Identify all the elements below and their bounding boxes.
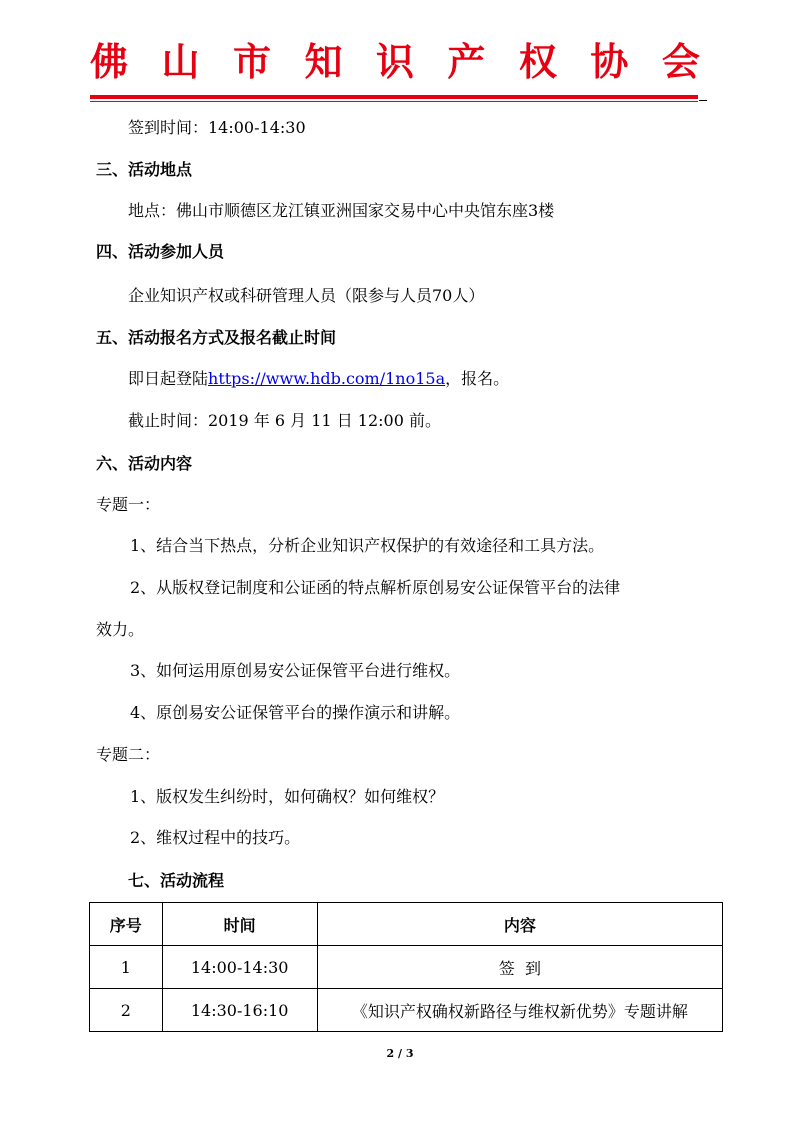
title-char: 产 xyxy=(447,40,486,84)
table-header: 时间 xyxy=(162,903,317,946)
table-header: 序号 xyxy=(90,903,163,946)
section-heading-signup: 五、活动报名方式及报名截止时间 xyxy=(96,328,337,347)
signup-line xyxy=(128,368,509,390)
table-cell: 1 xyxy=(90,946,163,989)
topic-one-item-cont: 效力。 xyxy=(96,620,145,639)
title-char: 会 xyxy=(661,40,700,84)
title-char: 山 xyxy=(161,40,200,84)
schedule-table xyxy=(89,902,723,1032)
signup-link[interactable]: https://www.hdb.com/1no15a xyxy=(208,369,446,388)
header-rule-dash xyxy=(699,100,707,101)
signup-prefix: 即日起登陆 xyxy=(128,369,209,388)
location-text: 地点：佛山市顺德区龙江镇亚洲国家交易中心中央馆东座3楼 xyxy=(128,201,555,220)
signup-suffix: ，报名。 xyxy=(445,369,510,388)
topic-one-label: 专题一： xyxy=(96,495,161,514)
title-char: 佛 xyxy=(90,40,129,84)
topic-two-item: 1、版权发生纠纷时，如何确权？如何维权？ xyxy=(130,787,445,806)
section-heading-location: 三、活动地点 xyxy=(96,160,193,179)
table-cell: 《知识产权确权新路径与维权新优势》专题讲解 xyxy=(317,989,722,1032)
association-title xyxy=(90,38,700,86)
title-char: 市 xyxy=(232,40,271,84)
topic-one-item: 3、如何运用原创易安公证保管平台进行维权。 xyxy=(130,661,461,680)
table-cell: 签 到 xyxy=(317,946,722,989)
checkin-time: 签到时间：14:00-14:30 xyxy=(128,118,306,137)
topic-one-item: 4、原创易安公证保管平台的操作演示和讲解。 xyxy=(130,703,461,722)
table-row xyxy=(90,989,723,1032)
table-cell: 2 xyxy=(90,989,163,1032)
table-header: 内容 xyxy=(317,903,722,946)
section-heading-schedule: 七、活动流程 xyxy=(128,871,225,890)
page-number: 2 / 3 xyxy=(386,1047,414,1060)
topic-two-label: 专题二： xyxy=(96,745,161,764)
title-char: 知 xyxy=(304,40,343,84)
title-char: 权 xyxy=(518,40,557,84)
title-char: 协 xyxy=(590,40,629,84)
table-cell: 14:30-16:10 xyxy=(162,989,317,1032)
header-rule-thick xyxy=(90,95,698,99)
section-heading-content: 六、活动内容 xyxy=(96,454,193,473)
table-cell: 14:00-14:30 xyxy=(162,946,317,989)
section-heading-participants: 四、活动参加人员 xyxy=(96,242,225,261)
title-char: 识 xyxy=(375,40,414,84)
topic-one-item: 2、从版权登记制度和公证函的特点解析原创易安公证保管平台的法律 xyxy=(130,578,621,597)
topic-one-item: 1、结合当下热点，分析企业知识产权保护的有效途径和工具方法。 xyxy=(130,536,605,555)
table-row xyxy=(90,946,723,989)
topic-two-item: 2、维权过程中的技巧。 xyxy=(130,828,301,847)
header-rule-thin xyxy=(90,101,698,102)
deadline-text: 截止时间：2019 年 6 月 11 日 12:00 前。 xyxy=(128,411,441,430)
participants-text: 企业知识产权或科研管理人员（限参与人员70人） xyxy=(128,286,485,305)
table-header-row xyxy=(90,903,723,946)
